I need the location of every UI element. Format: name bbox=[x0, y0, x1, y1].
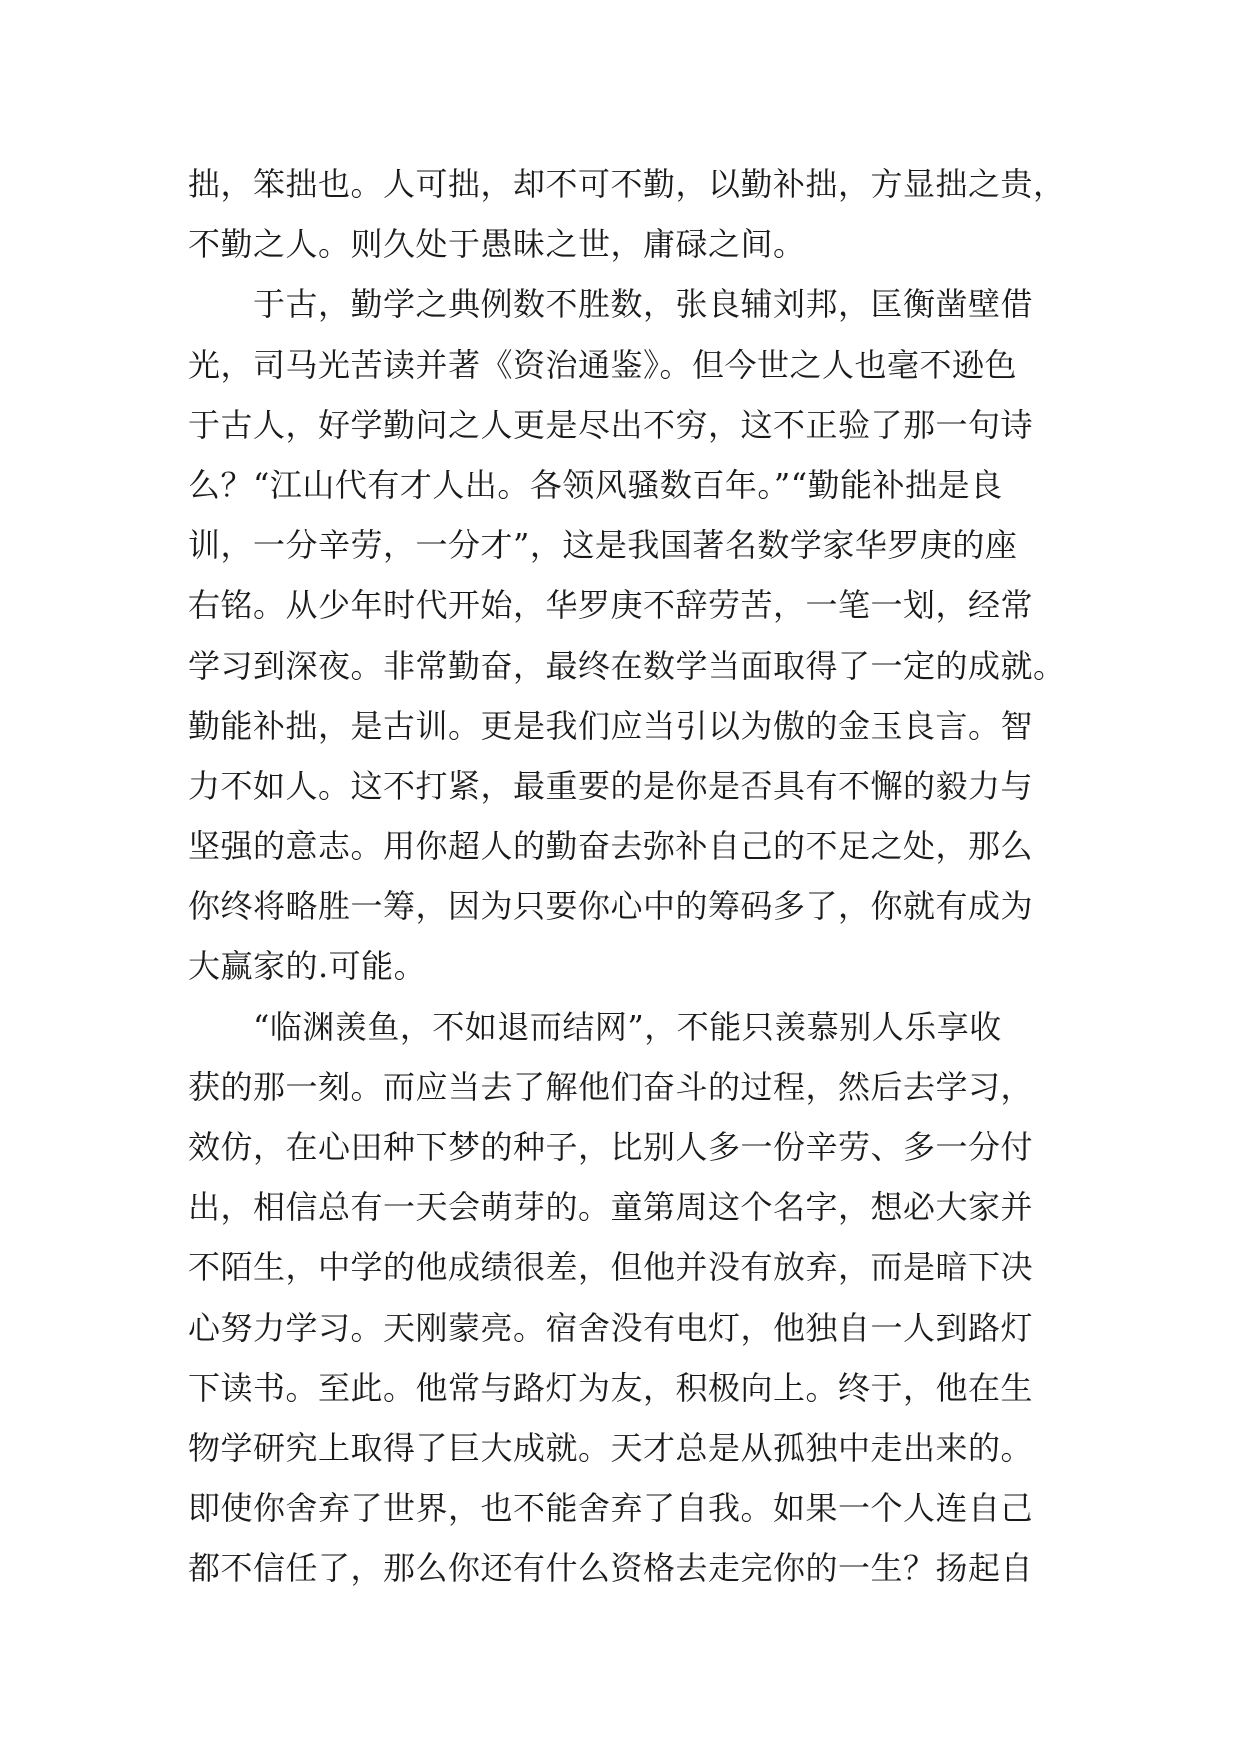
text-line: 即使你舍弃了世界，也不能舍弃了自我。如果一个人连自己 bbox=[188, 1489, 1034, 1528]
text-line: 力不如人。这不打紧，最重要的是你是否具有不懈的毅力与 bbox=[188, 766, 1034, 805]
essay-body bbox=[188, 154, 1068, 1599]
text-line: 不陌生，中学的他成绩很差，但他并没有放弃，而是暗下决 bbox=[188, 1248, 1034, 1287]
text-line: 心努力学习。天刚蒙亮。宿舍没有电灯，他独自一人到路灯 bbox=[188, 1308, 1034, 1347]
text-line: 效仿，在心田种下梦的种子，比别人多一份辛劳、多一分付 bbox=[188, 1128, 1034, 1166]
text-line: 训，一分辛劳，一分才”，这是我国著名数学家华罗庚的座 bbox=[188, 526, 1018, 565]
text-line: 你终将略胜一筹，因为只要你心中的筹码多了，你就有成为 bbox=[188, 887, 1034, 926]
text-line: 光，司马光苦读并著《资治通鉴》。但今世之人也毫不逊色 bbox=[188, 345, 1018, 384]
text-line: 不勤之人。则久处于愚昧之世，庸碌之间。 bbox=[188, 225, 806, 264]
paragraph-first-line: 于古，勤学之典例数不胜数，张良辅刘邦，匡衡凿壁借 bbox=[253, 285, 1034, 324]
text-line: 勤能补拙，是古训。更是我们应当引以为傲的金玉良言。智 bbox=[188, 706, 1034, 745]
text-line: 于古人，好学勤问之人更是尽出不穷，这不正验了那一句诗 bbox=[188, 405, 1034, 444]
text-line: 获的那一刻。而应当去了解他们奋斗的过程，然后去学习， bbox=[188, 1067, 1034, 1106]
text-line: 物学研究上取得了巨大成就。天才总是从孤独中走出来的。 bbox=[188, 1428, 1034, 1467]
text-line: 么？“江山代有才人出。各领风骚数百年。”“勤能补拙是良 bbox=[188, 465, 1003, 504]
text-line: 坚强的意志。用你超人的勤奋去弥补自己的不足之处，那么 bbox=[188, 827, 1034, 866]
text-line: 学习到深夜。非常勤奋，最终在数学当面取得了一定的成就。 bbox=[188, 646, 1066, 685]
text-line: 下读书。至此。他常与路灯为友，积极向上。终于，他在生 bbox=[188, 1368, 1034, 1407]
text-line: 都不信任了，那么你还有什么资格去走完你的一生？扬起自 bbox=[188, 1549, 1034, 1588]
text-line: 大赢家的.可能。 bbox=[188, 947, 427, 986]
text-line: 拙，笨拙也。人可拙，却不可不勤，以勤补拙，方显拙之贵， bbox=[188, 165, 1066, 203]
text-line: 右铭。从少年时代开始，华罗庚不辞劳苦，一笔一划，经常 bbox=[188, 586, 1034, 625]
paragraph-first-line: “临渊羡鱼，不如退而结网”，不能只羡慕别人乐享收 bbox=[253, 1007, 1002, 1046]
text-line: 出，相信总有一天会萌芽的。童第周这个名字，想必大家并 bbox=[188, 1188, 1034, 1227]
